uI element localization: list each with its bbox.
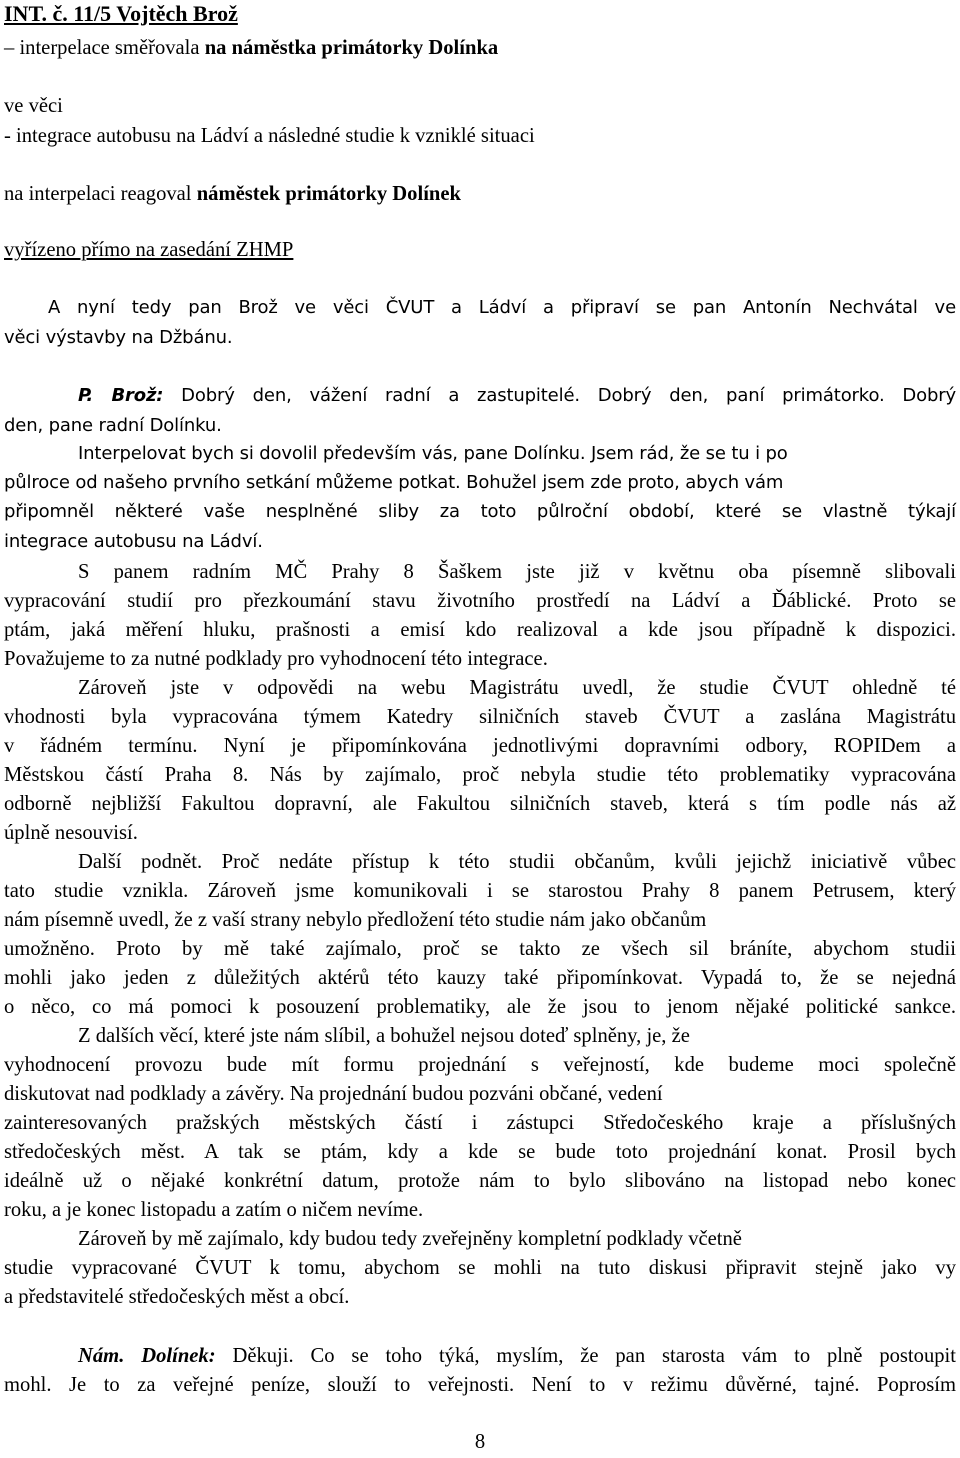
speech1-line-11: Zároveň jste v odpovědi na webu Magistrátu uvedl, že studie ČVUT ohledně té	[78, 677, 956, 699]
speech1-line-31: studie vypracované ČVUT k tomu, abychom se mohli na tuto diskusi připravit stejně jako vy	[4, 1257, 956, 1279]
speech1-line-4: půlroce od našeho prvního setkání můžeme potkat. Bohužel jsem zde proto, abych vám	[4, 472, 784, 493]
speech1-line-30: Zároveň by mě zajímalo, kdy budou tedy zveřejněny kompletní podklady včetně	[78, 1228, 742, 1250]
speech1-line-27: středočeských měst. A tak se ptám, kdy a kde se bude toto projednání konat. Prosil bych	[4, 1141, 956, 1163]
speech1-line-25: diskutovat nad podklady a závěry. Na projednání budou pozváni občané, vedení	[4, 1083, 663, 1105]
speech1-line-17: Další podnět. Proč nedáte přístup k této studii občanům, kvůli jejichž iniciativě vůbec	[78, 851, 956, 873]
speech1-line-9: ptám, jaká měření hluku, prašnosti a emisí kdo realizoval a kde jsou případně k dispozici.	[4, 619, 956, 641]
speech1-line-23: Z dalších věcí, které jste nám slíbil, a bohužel nejsou doteď splněny, je, že	[78, 1025, 690, 1047]
speech1-line-16: úplně nesouvisí.	[4, 822, 138, 844]
speech1-line-6: integrace autobusu na Ládví.	[4, 531, 263, 552]
speech1-line-5: připomněl některé vaše nesplněné sliby za toto půlroční období, které se vlastně týkají	[4, 501, 956, 522]
interpellation-title: INT. č. 11/5 Vojtěch Brož	[4, 1, 238, 26]
reacted-prefix: na interpelaci reagoval	[4, 183, 197, 205]
speech1-line-20: umožněno. Proto by mě také zajímalo, proč se takto ze všech sil bráníte, abychom studii	[4, 938, 956, 960]
reacted-by: náměstek primátorky Dolínek	[196, 183, 461, 205]
speech1-line-32: a představitelé středočeských měst a obcí.	[4, 1286, 350, 1308]
speech1-line-2: den, pane radní Dolínku.	[4, 415, 222, 436]
intro-line-1: A nyní tedy pan Brož ve věci ČVUT a Ládví a připraví se pan Antonín Nechvátal ve	[48, 297, 956, 318]
directed-prefix: – interpelace směřovala	[4, 37, 205, 59]
speech1-line-26: zainteresovaných pražských městských částí i zástupci Středočeského kraje a příslušných	[4, 1112, 956, 1134]
speech2-line-1: Nám. Dolínek: Děkuji. Co se toho týká, myslím, že pan starosta vám to plně postoupit	[78, 1345, 956, 1367]
speech1-line-28: ideálně už o nějaké konkrétní datum, protože nám to bylo slibováno na listopad nebo konec	[4, 1170, 956, 1192]
intro-line-2: věci výstavby na Džbánu.	[4, 327, 233, 348]
speech2-line-2: mohl. Je to za veřejné peníze, slouží to veřejnosti. Není to v režimu důvěrné, tajné. Poprosím	[4, 1374, 956, 1396]
directed-to: na náměstka primátorky Dolínka	[204, 37, 499, 59]
speech1-line-8: vypracování studií pro přezkoumání stavu životního prostředí na Ládví a Ďáblické. Proto se	[4, 590, 956, 612]
speaker-broz: P. Brož:	[78, 385, 164, 406]
speech1-line-29: roku, a je konec listopadu a zatím o ničem nevíme.	[4, 1199, 424, 1221]
speech1-line-1: P. Brož: Dobrý den, vážení radní a zastupitelé. Dobrý den, paní primátorko. Dobrý	[78, 385, 956, 406]
resolved-status: vyřízeno přímo na zasedání ZHMP	[4, 239, 294, 261]
speech1-line-7: S panem radním MČ Prahy 8 Šaškem jste již v květnu oba písemně slibovali	[78, 561, 956, 583]
speech1-line-21: mohli jako jeden z důležitých aktérů této kauzy také připomínkovat. Vypadá to, že se nejedná	[4, 967, 956, 989]
speech1-line-3: Interpelovat bych si dovolil především vás, pane Dolínku. Jsem rád, že se tu i po	[78, 443, 788, 464]
speech1-line-12: vhodnosti byla vypracována týmem Katedry silničních staveb ČVUT a zaslána Magistrátu	[4, 706, 956, 728]
matter-label: ve věci	[4, 95, 63, 117]
page-number: 8	[474, 1431, 486, 1453]
speech1-line-10: Považujeme to za nutné podklady pro vyhodnocení této integrace.	[4, 648, 548, 670]
speech1-line-22: o něco, co má pomoci k posouzení problematiky, ale že jsou to jenom nějaké politické sankce.	[4, 996, 956, 1018]
speech1-line-15: odborně nejbližší Fakultou dopravní, ale Fakultou silničních staveb, která s tím podle nás až	[4, 793, 956, 815]
speaker-dolinek: Nám. Dolínek:	[78, 1345, 216, 1367]
speech1-line-13: v řádném termínu. Nyní je připomínkována jednotlivými dopravními odbory, ROPIDem a	[4, 735, 956, 757]
speech1-line-19: nám písemně uvedl, že z vaší strany nebylo předložení této studie nám jako občanům	[4, 909, 707, 931]
reacted-line	[4, 182, 956, 206]
directed-line	[4, 36, 956, 60]
speech1-line-14: Městskou částí Praha 8. Nás by zajímalo, proč nebyla studie této problematiky vypracována	[4, 764, 956, 786]
matter-item: - integrace autobusu na Ládví a následné studie k vzniklé situaci	[4, 125, 535, 147]
speech1-line-18: tato studie vznikla. Zároveň jsme komunikovali i se starostou Prahy 8 panem Petrusem, který	[4, 880, 956, 902]
speech1-line-24: vyhodnocení provozu bude mít formu projednání s veřejností, kde budeme moci společně	[4, 1054, 956, 1076]
